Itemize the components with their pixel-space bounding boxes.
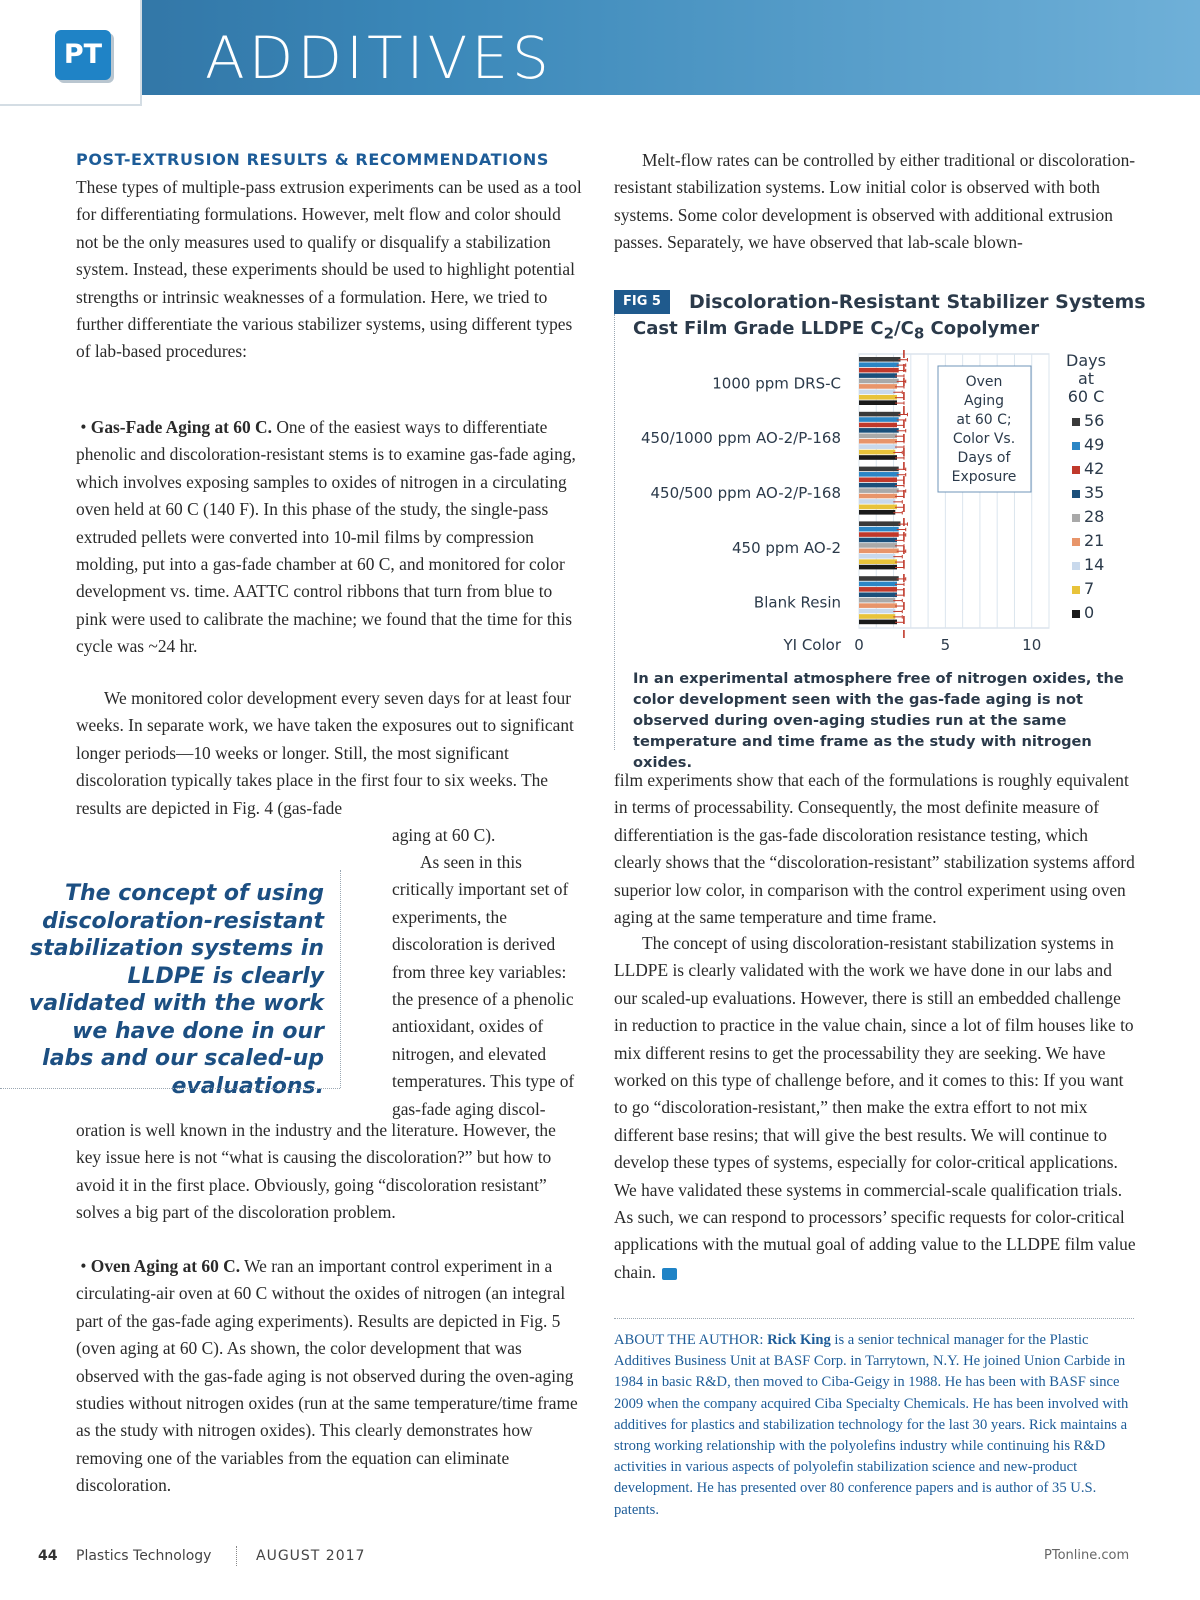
category-label: 450/500 ppm AO-2/P-168 [650,484,841,502]
bar [859,587,897,592]
page-number: 44 [38,1548,58,1564]
legend-label: 7 [1084,579,1095,598]
paragraph: oration is well known in the industry and the literature. However, the key issue here is not “what is causing the discoloration?” but how to avoid it in the first place. Obviously, going “discoloration resistant” solves a big part of the discoloration problem. [76,1120,556,1223]
bullet-oven-aging: • Oven Aging at 60 C. We ran an important control experiment in a circulating-air oven at 60 C without the oxides of nitrogen (an integral part of the gas-fade aging experiments). Results are depicted in Fig. 5 (oven aging at 60 C). As shown, the color development that was observed with the gas-fade aging is not observed during the oven-aging studies without nitrogen oxides (run at the same temperature/time frame as the study with nitrogen oxides). This clearly demonstrates how removing one of the variables from the equation can eliminate discoloration. [76,1256,578,1496]
bullet-gas-fade: • Gas-Fade Aging at 60 C. One of the easiest ways to differentiate phenolic and discoloration-resistant stems is to examine gas-fade aging, which involves exposing samples to oxides of nitrogen in a circulating oven held at 60 C (140 F). In this phase of the study, the single-pass extruded pellets were converted into 10-mil films by compression molding, put into a gas-fade chamber at 60 C, and monitored for color development vs. time. AATTC control ribbons that turn from blue to pink were used to calibrate the machine; we found that the time for this cycle was ~24 hr. [76,417,576,657]
issue-date: AUGUST 2017 [256,1548,366,1564]
legend-label: 35 [1084,483,1105,502]
legend-swatch [1072,418,1080,426]
bar [859,472,899,477]
legend-label: 56 [1084,411,1105,430]
annotation-text: Color Vs. [952,431,1016,447]
pt-end-mark-icon: PT [662,1268,677,1280]
legend-swatch [1072,562,1080,570]
bar [859,521,900,526]
bullet-text: One of the easiest ways to differentiate phenolic and discoloration-resistant stems is to examine gas-fade aging, which involves exposing samples to oxides of nitrogen in a circulating oven held at 60 C (140 F). In this phase of the study, the single-pass extruded pellets were converted into 10-mil films by compression molding, put into a gas-fade chamber at 60 C, and monitored for color development vs. time. AATTC control ribbons that turn from blue to pink were used to calibrate the machine; we found that the time for this cycle was ~24 hr. [76,417,576,657]
logo-container [0,0,142,106]
paragraph-continued: aging at 60 C). [392,825,496,845]
legend-swatch [1072,538,1080,546]
category-label: 450 ppm AO-2 [732,538,841,557]
subtitle-text: Cast Film Grade LLDPE C [633,318,884,339]
bar [859,499,895,504]
bar [859,450,895,455]
divider [340,870,341,1088]
category-label: 1000 ppm DRS-C [712,374,841,393]
bar [859,483,897,488]
bar [859,576,899,581]
bar [859,565,897,570]
bar [859,538,897,543]
figure-tag: FIG 5 [614,290,670,314]
category-label: 450/1000 ppm AO-2/P-168 [640,429,841,448]
paragraph: film experiments show that each of the formulations is roughly equivalent in terms of processability. Consequently, the most definite measure of differentiation is the gas-fade discoloration resistance testing, which clearly shows that the “discoloration-resistant” stabilization systems afford superior low color, in comparison with the control experiment using oven aging at the same temperature and time frame. [614,770,1135,928]
x-axis-label: YI Color [783,636,841,654]
bar [859,467,899,472]
bar [859,439,897,444]
annotation-text: Oven [965,374,1003,390]
bar [859,428,899,433]
bar [859,527,899,532]
bar [859,592,897,597]
paragraph: Melt-flow rates can be controlled by either traditional or discoloration-resistant stabilization systems. Low initial color is observed with both systems. Some color development is observed with additional extrusion passes. Separately, we have observed that lab-scale blown- [614,150,1136,253]
website-link[interactable]: PTonline.com [1044,1548,1130,1563]
pull-quote: The concept of using discoloration-resistant stabilization systems in LLDPE is clearly validated with the work we have done in our labs and our scaled-up evaluations. [28,881,324,1099]
bar [859,379,899,384]
paragraph-narrow: As seen in this critically important set of experiments, the discoloration is derived from three key variables: the presence of a phenolic antioxidant, oxides of nitrogen, and elevated temperatures. This type of gas-fade aging discol- [392,852,575,1119]
bar [859,554,895,559]
bar [859,620,897,625]
bar [859,598,895,603]
subtitle-text: Copolymer [924,318,1040,339]
bullet-text: We ran an important control experiment in a circulating-air oven at 60 C without the oxides of nitrogen (an integral part of the gas-fade aging experiments). Results are depicted in Fig. 5 (oven aging at 60 C). As shown, the color development that was observed with the gas-fade aging is not observed during the oven-aging studies without nitrogen oxides (run at the same temperature/time frame as the study with nitrogen oxides). This clearly demonstrates how removing one of the variables from the equation can eliminate discoloration. [76,1256,578,1496]
bar [859,582,897,587]
pt-logo[interactable]: PT [55,30,111,80]
bar [859,477,897,482]
legend-swatch [1072,490,1080,498]
figure-subtitle [633,318,1039,343]
bar [859,603,897,608]
bullet-lead: Gas-Fade Aging at 60 C. [90,417,272,437]
bar [859,373,897,378]
subtitle-text: /C [894,318,914,339]
annotation-text: at 60 C; [956,412,1012,428]
category-label: Blank Resin [753,593,841,612]
bar [859,400,897,405]
x-tick-label: 0 [854,636,864,654]
bar [859,362,899,367]
annotation-text: Aging [963,393,1005,409]
bar [859,510,895,515]
section-title: ADDITIVES [205,24,553,92]
bar [859,549,899,554]
bar [859,357,900,362]
bullet-lead: Oven Aging at 60 C. [90,1256,241,1276]
figure-caption: In an experimental atmosphere free of nitrogen oxides, the color development seen with the gas-fade aging is not observed during oven-aging studies run at the same temperature and time frame as the study with nitrogen oxides. [633,670,1124,771]
bar [859,455,897,460]
subtitle-subscript: 2 [883,324,895,343]
section-heading: POST-EXTRUSION RESULTS & RECOMMENDATIONS [76,150,549,169]
x-tick-label: 10 [1022,636,1042,654]
bar [859,417,899,422]
legend-swatch [1072,514,1080,522]
divider [0,1088,340,1089]
annotation-text: Exposure [951,469,1017,485]
bar [859,433,897,438]
paragraph: These types of multiple-pass extrusion experiments can be used as a tool for differentiating formulations. However, melt flow and color should not be the only measures used to qualify or disqualify a stabilization system. Instead, these experiments should be used to highlight potential strengths or intrinsic weaknesses of a formulation. Here, we tried to further differentiate the various stabilizer systems, using different types of lab-based procedures: [76,177,582,362]
legend-title: 60 C [1067,387,1105,406]
legend-title: Days [1066,351,1106,370]
bar-chart [614,350,1194,660]
legend-label: 42 [1084,459,1105,478]
subtitle-subscript: 8 [913,324,925,343]
annotation-text: Days of [957,450,1011,466]
divider [614,1318,1134,1319]
bar [859,384,897,389]
legend-label: 21 [1084,531,1105,550]
legend-swatch [1072,610,1080,618]
bar [859,505,897,510]
bar [859,444,897,449]
bar [859,559,897,564]
paragraph-text: The concept of using discoloration-resistant stabilization systems in LLDPE is clearly validated with the work we have done in our labs and our scaled-up evaluations. However, there is still an embedded challenge in reduction to practice in the value chain, since a lot of film houses like to mix different resins to get the processability they are seeking. We have worked on this type of challenge before, and it comes to this: If you want to go “discoloration-resistant,” then make the extra effort to not mix different base resins; that will give the best results. We will continue to develop these types of systems, especially for color-critical applications. We have validated these systems in commercial-scale qualification trials. As such, we can respond to processors’ specific requests for color-critical applications with the mutual goal of adding value to the LLDPE film value chain. [614,933,1136,1282]
bar [859,532,899,537]
bar [859,390,895,395]
x-tick-label: 5 [940,636,951,654]
bar [859,423,897,428]
bar [859,494,897,499]
author-bio-text: is a senior technical manager for the Plastic Additives Business Unit at BASF Corp. in Tarrytown, N.Y. He joined Union Carbide in 1984 in basic R&D, then moved to Ciba-Geigy in 1988. He has been with BASF since 2009 when the company acquired Ciba Specialty Chemicals. He has been involved with additives for plastics and stabilization technology for the last 30 years. Rick maintains a strong working relationship with the polyolefins industry while continuing his R&D activities in various aspects of polyolefin stabilization science and new-product development. He has presented over 80 conference papers and is author of 35 U.S. patents. [614,1332,1129,1518]
author-name: Rick King [767,1332,831,1348]
legend-title: at [1077,369,1095,388]
bar [859,488,899,493]
bar [859,412,900,417]
author-label: ABOUT THE AUTHOR: [614,1332,764,1348]
page-header [0,0,1200,95]
bar [859,368,899,373]
figure-title: Discoloration-Resistant Stabilizer Systems [689,291,1146,313]
legend-label: 49 [1084,435,1105,454]
paragraph: We monitored color development every seven days for at least four weeks. In separate work, we have taken the exposures out to significant longer periods—10 weeks or longer. Still, the most significant discoloration typically takes place in the first four to six weeks. The results are depicted in Fig. 4 (gas-fade [76,688,574,818]
bar [859,614,895,619]
legend-label: 0 [1084,603,1095,622]
divider [236,1546,237,1566]
legend-swatch [1072,586,1080,594]
magazine-name: Plastics Technology [76,1548,212,1564]
legend-label: 28 [1084,507,1105,526]
legend-label: 14 [1084,555,1105,574]
legend-swatch [1072,466,1080,474]
bar [859,609,895,614]
paragraph [614,930,1136,1286]
bar [859,395,897,400]
author-bio [614,1330,1138,1521]
legend-swatch [1072,442,1080,450]
bar [859,543,897,548]
